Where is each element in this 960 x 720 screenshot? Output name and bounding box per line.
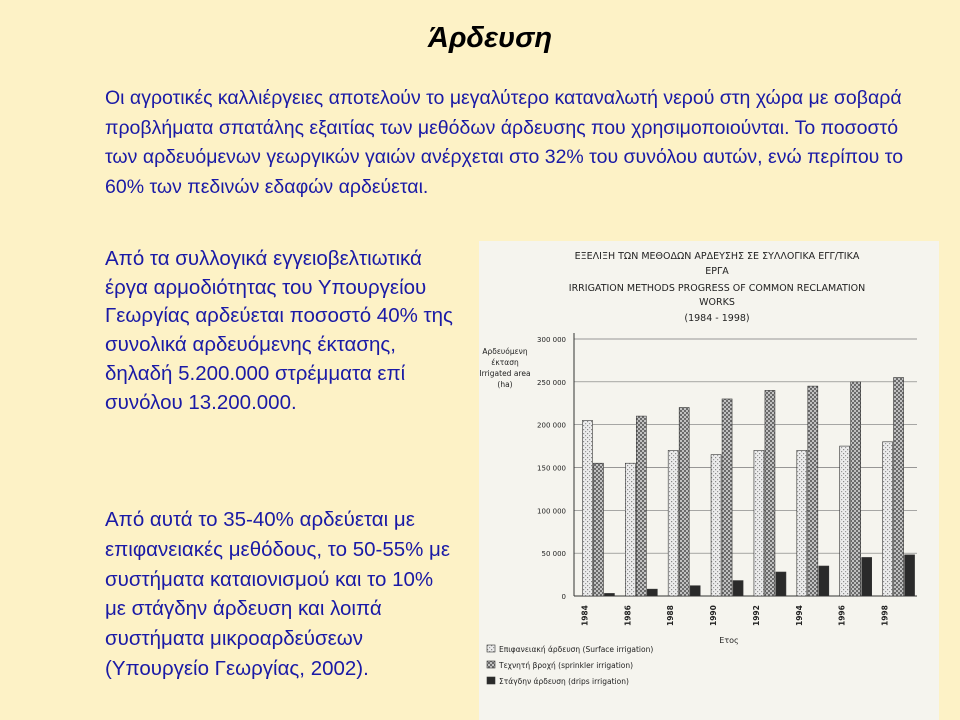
intro-paragraph: Οι αγροτικές καλλιέργειες αποτελούν το μεγαλύτερο καταναλωτή νερού στη χώρα με σοβαρά προβλήματα σπατάλης εξαιτίας των μεθόδων άρδευσης που χρησιμοποιούνται. Το ποσοστό των αρδευόμενων γεωργικών γαιών ανέρχεται στο 32% του συνόλου αυτών, ενώ περίπου το 60% των πεδινών εδαφών αρδεύεται. — [105, 87, 904, 198]
chart-bar-drip — [690, 586, 700, 596]
chart-bar-drip — [905, 555, 915, 596]
chart-bar-sprinkler — [894, 378, 904, 596]
chart-y-tick-label: 200 000 — [537, 421, 566, 430]
chart-title-line: WORKS — [699, 297, 735, 308]
collective-works-paragraph: Από τα συλλογικά εγγειοβελτιωτικά έργα αρμοδιότητας του Υπουργείου Γεωργίας αρδεύεται ποσοστό 40% της συνολικά αρδευόμενης έκτασης, δηλαδή 5.200.000 στρέμματα επί συνόλου 13.200.000. — [105, 247, 453, 414]
chart-bar-drip — [604, 593, 614, 596]
chart-bar-sprinkler — [593, 463, 603, 596]
chart-bar-surface — [625, 463, 635, 596]
chart-ylabel-line: Irrigated area — [479, 369, 531, 378]
chart-x-tick-label: 1996 — [837, 605, 847, 626]
chart-bar-surface — [797, 450, 807, 596]
chart-ylabel-line: (ha) — [497, 380, 513, 389]
chart-bar-surface — [840, 446, 850, 596]
chart-y-tick-label: 50 000 — [541, 550, 566, 559]
chart-bar-surface — [754, 450, 764, 596]
methods-paragraph: Από αυτά το 35-40% αρδεύεται με επιφανειακές μεθόδους, το 50-55% με συστήματα καταιονισμού και το 10% με στάγδην άρδευση και λοιπά συστήματα μικροαρδεύσεων (Υπουργείο Γεωργίας, 2002). — [105, 508, 450, 680]
chart-bar-sprinkler — [808, 386, 818, 596]
chart-bar-surface — [668, 450, 678, 596]
irrigation-chart — [479, 241, 939, 720]
chart-bar-sprinkler — [679, 408, 689, 596]
chart-legend-swatch — [487, 661, 495, 668]
chart-bar-drip — [862, 557, 872, 596]
chart-y-tick-label: 100 000 — [537, 507, 566, 516]
chart-y-tick-label: 150 000 — [537, 464, 566, 473]
chart-bar-drip — [819, 566, 829, 596]
chart-bar-drip — [733, 581, 743, 596]
chart-title-line: IRRIGATION METHODS PROGRESS OF COMMON RECLAMATION — [568, 283, 866, 294]
chart-bar-surface — [582, 420, 592, 596]
chart-ylabel-line: Αρδευόμενη — [482, 347, 528, 356]
chart-legend-label: Τεχνητή βροχή (sprinkler irrigation) — [499, 661, 634, 670]
chart-y-tick-label: 250 000 — [537, 378, 566, 387]
chart-bar-sprinkler — [636, 416, 646, 596]
chart-ylabel-line: έκταση — [491, 358, 519, 367]
chart-legend-swatch — [487, 677, 495, 684]
chart-title-line: ΕΞΕΛΙΞΗ ΤΩΝ ΜΕΘΟΔΩΝ ΑΡΔΕΥΣΗΣ ΣΕ ΣΥΛΛΟΓΙΚΑ ΕΓΓ/ΤΙΚΑ — [574, 251, 860, 262]
chart-x-tick-label: 1992 — [751, 605, 761, 626]
chart-bar-surface — [883, 442, 893, 596]
chart-x-tick-label: 1986 — [623, 605, 633, 626]
chart-bar-drip — [776, 572, 786, 596]
slide-title: Άρδευση — [427, 22, 553, 54]
chart-bar-sprinkler — [722, 399, 732, 596]
chart-bar-drip — [647, 589, 657, 596]
chart-x-tick-label: 1988 — [666, 605, 676, 626]
chart-y-tick-label: 300 000 — [537, 336, 566, 344]
chart-bar-surface — [711, 455, 721, 596]
chart-title-line: ΕΡΓΑ — [705, 266, 729, 277]
chart-bar-sprinkler — [765, 390, 775, 596]
chart-y-tick-label: 0 — [561, 593, 566, 601]
chart-x-axis-label: Ετος — [719, 636, 739, 645]
chart-x-tick-label: 1994 — [794, 605, 804, 626]
chart-x-tick-label: 1984 — [580, 605, 590, 626]
chart-legend-label: Επιφανειακή άρδευση (Surface irrigation) — [499, 645, 654, 654]
chart-x-tick-label: 1990 — [709, 605, 719, 626]
chart-x-tick-label: 1998 — [880, 605, 890, 626]
chart-legend-label: Στάγδην άρδευση (drips irrigation) — [499, 677, 629, 686]
chart-title-line: (1984 - 1998) — [684, 313, 750, 324]
chart-bar-sprinkler — [851, 382, 861, 596]
chart-legend-swatch — [487, 645, 495, 652]
